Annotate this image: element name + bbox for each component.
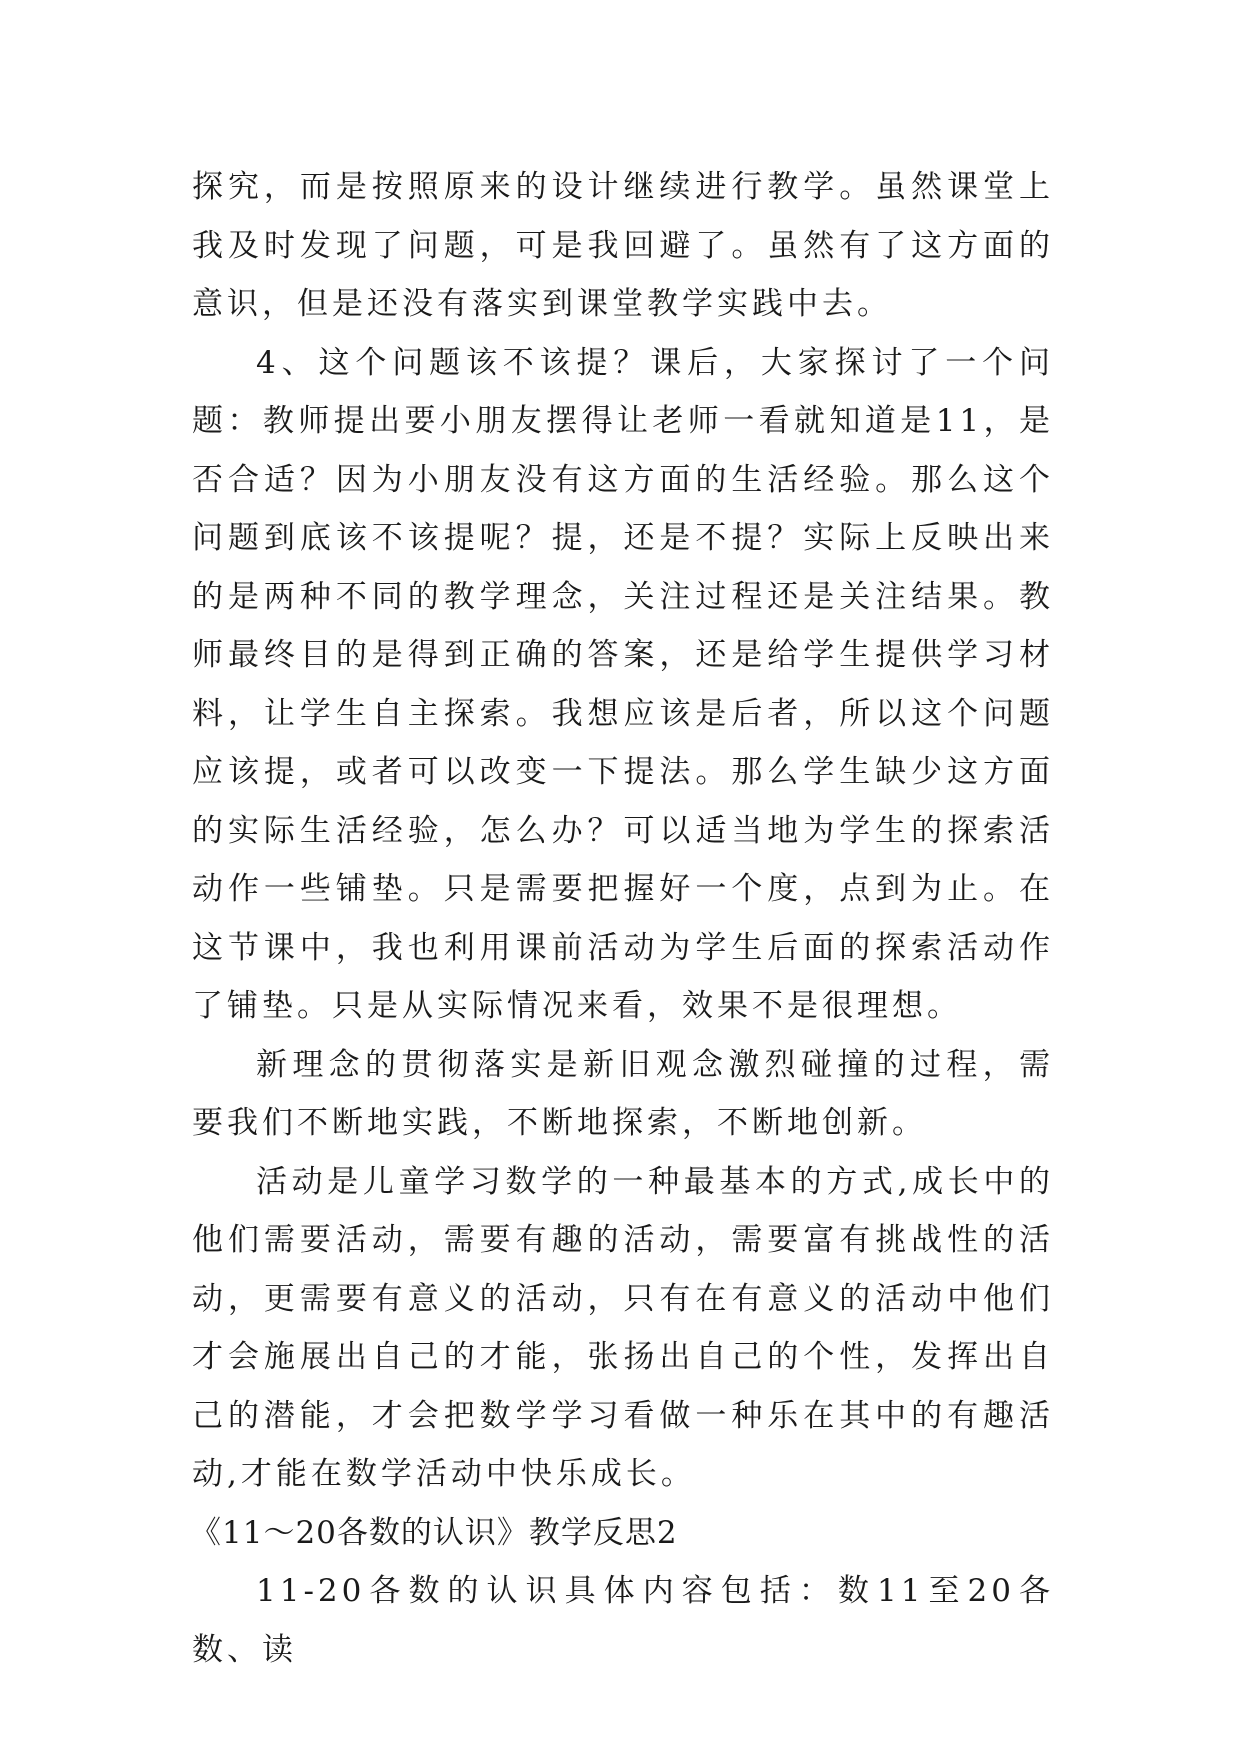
document-body xyxy=(192,158,1054,1679)
section-heading: 《11～20各数的认识》教学反思2 xyxy=(190,1514,678,1551)
paragraph-2: 4、这个问题该不该提？课后，大家探讨了一个问题：教师提出要小朋友摆得让老师一看就知道是11，是否合适？因为小朋友没有这方面的生活经验。那么这个问题到底该不该提呢？提，还是不提？实际上反映出来的是两种不同的教学理念，关注过程还是关注结果。教师最终目的是得到正确的答案，还是给学生提供学习材料，让学生自主探索。我想应该是后者，所以这个问题应该提，或者可以改变一下提法。那么学生缺少这方面的实际生活经验，怎么办？可以适当地为学生的探索活动作一些铺垫。只是需要把握好一个度，点到为止。在这节课中，我也利用课前活动为学生后面的探索活动作了铺垫。只是从实际情况来看，效果不是很理想。 xyxy=(192,344,1054,1024)
paragraph-5: 11-20各数的认识具体内容包括：数11至20各数、读 xyxy=(192,1573,1054,1668)
paragraph-1: 探究，而是按照原来的设计继续进行教学。虽然课堂上我及时发现了问题，可是我回避了。虽然有了这方面的意识，但是还没有落实到课堂教学实践中去。 xyxy=(192,169,1054,322)
paragraph-3: 新理念的贯彻落实是新旧观念激烈碰撞的过程，需要我们不断地实践，不断地探索，不断地创新。 xyxy=(192,1046,1054,1141)
paragraph-4: 活动是儿童学习数学的一种最基本的方式,成长中的他们需要活动，需要有趣的活动，需要富有挑战性的活动，更需要有意义的活动，只有在有意义的活动中他们才会施展出自己的才能，张扬出自己的个性，发挥出自己的潜能，才会把数学学习看做一种乐在其中的有趣活动,才能在数学活动中快乐成长。 xyxy=(192,1163,1054,1492)
